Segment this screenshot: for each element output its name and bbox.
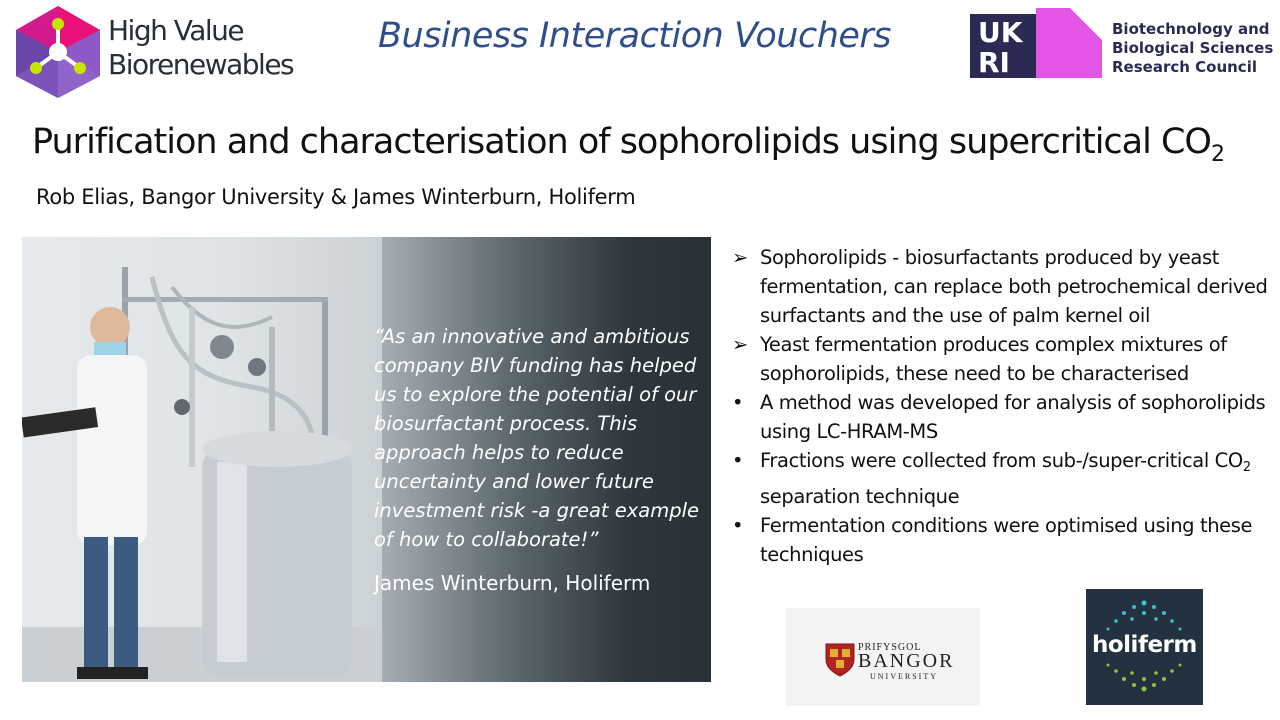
program-title: Business Interaction Vouchers [378,16,892,56]
authors-line: Rob Elias, Bangor University & James Winterburn, Holiferm [36,185,636,209]
bullet-item [730,243,1270,330]
summary-bullet-list [730,243,1270,569]
arrow-bullet-icon: ➢ [732,333,748,356]
bullet-item [730,511,1270,569]
bullet-item [730,388,1270,446]
hvb-logo-icon [8,4,108,100]
bullet-text: Yeast fermentation produces complex mixtures of sophorolipids, these need to be characterised [760,333,1227,385]
bullet-subscript: 2 [1242,460,1251,475]
bangor-name-text: BANGOR [858,650,955,672]
ukri-logo-icon [970,8,1102,78]
svg-text:RI: RI [978,46,1010,78]
bangor-university-text: UNIVERSITY [870,672,938,681]
hvb-line-2: Biorenewables [108,48,294,81]
lab-photo-panel [22,237,711,682]
ukri-logo [970,8,1102,78]
bbsrc-wordmark [1112,20,1273,77]
testimonial-quote: “As an innovative and ambitious company BIV funding has helped us to explore the potential of our biosurfactant process. This approach helps to reduce uncertainty and lower future investment risk -a great example of how to collaborate!” [374,325,700,551]
council-line-3: Research Council [1112,58,1257,76]
bullet-item [730,446,1270,511]
holiferm-wordmark: holiferm [1092,632,1197,658]
bullet-text: Fermentation conditions were optimised using these techniques [760,514,1253,566]
bullet-text: A method was developed for analysis of sophorolipids using LC-HRAM-MS [760,391,1266,443]
hvb-wordmark [108,14,293,82]
dot-bullet-icon: • [732,391,744,414]
council-line-2: Biological Sciences [1112,39,1274,57]
bangor-prifysgol-text: PRIFYSGOL [858,642,922,653]
bullet-text: Sophorolipids - biosurfactants produced by yeast fermentation, can replace both petrochemical derived surfactants and the use of palm kernel oil [760,246,1268,327]
svg-text:UK: UK [978,16,1023,49]
dot-bullet-icon: • [732,449,744,472]
page-title [32,122,1224,167]
page-title-text: Purification and characterisation of sophorolipids using supercritical CO [32,122,1211,162]
arrow-bullet-icon: ➢ [732,246,748,269]
council-line-1: Biotechnology and [1112,20,1270,38]
dot-bullet-icon: • [732,514,744,537]
hvb-line-1: High Value [108,14,244,47]
bullet-item [730,330,1270,388]
testimonial-author: James Winterburn, Holiferm [374,571,651,595]
page-title-subscript: 2 [1210,142,1224,167]
bullet-text-post: separation technique [760,485,960,508]
bullet-text-pre: Fractions were collected from sub-/super-critical CO [760,449,1243,472]
bangor-crest-icon [824,642,856,678]
